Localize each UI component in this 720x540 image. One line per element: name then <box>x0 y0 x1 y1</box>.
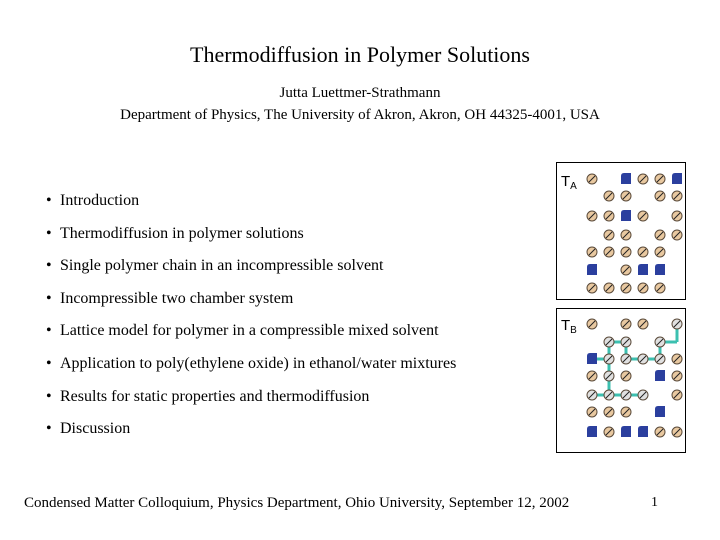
outline-item: • Introduction <box>46 192 140 209</box>
chamber-b-label: $T_B$ <box>561 317 577 336</box>
cosolvent-molecule <box>655 406 665 417</box>
outline-item-text: Introduction <box>60 192 140 209</box>
cosolvent-molecule <box>672 173 682 184</box>
page-number: 1 <box>651 495 658 510</box>
cosolvent-molecule <box>621 426 631 437</box>
outline-item: • Incompressible two chamber system <box>46 289 294 307</box>
slide-footer: Condensed Matter Colloquium, Physics Department, Ohio University, September 12, 2002 <box>24 495 570 511</box>
author-affiliation: Department of Physics, The University of Akron, Akron, OH 44325-4001, USA <box>120 107 600 123</box>
outline-item: • Discussion <box>46 420 131 438</box>
chamber-a-label: $T_A$ <box>561 173 577 192</box>
outline-item: • Thermodiffusion in polymer solutions <box>46 224 304 242</box>
outline-item: • Lattice model for polymer in a compressible mixed solvent <box>46 322 439 340</box>
outline-item-text: Discussion <box>60 420 131 438</box>
cosolvent-molecule <box>621 173 631 184</box>
cosolvent-molecule <box>655 370 665 381</box>
cosolvent-molecule <box>587 264 597 275</box>
outline-item: • Application to poly(ethylene oxide) in ethanol/water mixtures <box>46 354 457 372</box>
cosolvent-molecule <box>621 210 631 221</box>
outline-item-text: Single polymer chain in an incompressible solvent <box>60 257 384 275</box>
outline-item: • Results for static properties and thermodiffusion <box>46 387 370 405</box>
outline-item-text: Incompressible two chamber system <box>60 289 294 307</box>
outline-item-text: Application to poly(ethylene oxide) in ethanol/water mixtures <box>60 354 457 372</box>
slide-title: Thermodiffusion in Polymer Solutions <box>190 42 530 67</box>
author-name: Jutta Luettmer-Strathmann <box>279 85 441 101</box>
outline-item-text: Thermodiffusion in polymer solutions <box>60 224 304 242</box>
outline-list <box>46 189 456 450</box>
author-block <box>0 82 720 126</box>
outline-item-text: Lattice model for polymer in a compressible mixed solvent <box>60 322 439 340</box>
two-chamber-lattice-figure <box>556 162 686 453</box>
cosolvent-molecule <box>655 264 665 275</box>
cosolvent-molecule <box>638 426 648 437</box>
cosolvent-molecule <box>587 426 597 437</box>
cosolvent-molecule <box>587 353 597 364</box>
outline-item-text: Results for static properties and thermodiffusion <box>60 387 370 405</box>
outline-item: • Single polymer chain in an incompressible solvent <box>46 257 384 275</box>
cosolvent-molecule <box>638 264 648 275</box>
